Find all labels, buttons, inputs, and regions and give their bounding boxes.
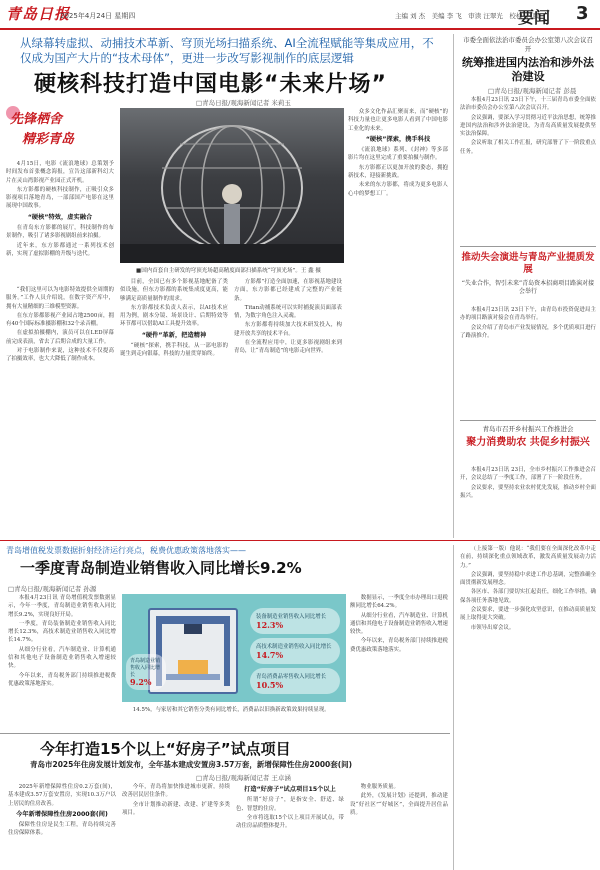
lead-byline: □青岛日报/观海新闻记者 米莉玉 — [196, 99, 291, 107]
third-column-1 — [8, 783, 116, 869]
paragraph: 今年，青岛将加快推进城市更新，持续改善居民居住条件。 — [122, 784, 230, 799]
callout-bubble — [250, 668, 340, 694]
paragraph: 今年以来，青岛税务部门持续推进税费优惠政策落地落实。 — [350, 638, 448, 653]
paragraph: “硬核”探索，携手科技。从一部电影的诞生到走向银幕，科技的力量贯穿始终。 — [120, 343, 228, 358]
section-heading: “硬件”革新，把造精神 — [141, 331, 207, 339]
right-bottom-body — [460, 545, 596, 867]
paragraph: 全市计划推动新建、改建、扩建等多类项目。 — [122, 801, 230, 816]
third-byline: □青岛日报/观海新闻记者 王卓涵 — [196, 774, 291, 782]
paragraph: 东方影都技术负责人表示，以AI技术应用为例，剧本分镜、场景设计、后期特效等环节都可以借助AI工具提升效率。 — [120, 304, 228, 328]
paragraph: 物业服务质量。 — [360, 784, 399, 790]
right-mid-title: 推动失会演进与青岛产业提质发展 — [461, 252, 595, 275]
paragraph: 对于电影制作来说，这种技术不仅提高了拍摄效率，也大大降低了制作成本。 — [6, 348, 114, 363]
paragraph: 本报4月23日讯 23日下午，十三届青岛市委全面依法治市委员会办公室第八次会议召开。 — [460, 97, 596, 112]
lead-subhead: 从绿幕转虚拟、动捕技术革新、穹顶光场扫描系统、AI全流程赋能等集成应用，不仅成为国产大片的“技术母体”，更进一步改写影视制作的底层逻辑 — [20, 36, 434, 65]
paragraph: 会议要求，要进一步强化攻坚意识，在推动高质量发展上取得更大突破。 — [460, 607, 596, 622]
paragraph: 一季度，青岛装备制造业销售收入同比增长12.3%，高技术制造业销售收入同比增长14.7%。 — [8, 620, 116, 644]
callout-bubble — [250, 608, 340, 634]
masthead — [0, 0, 600, 30]
second-subhead: 青岛增值税发票数据折射经济运行亮点，税费优惠政策落地落实—— — [6, 546, 246, 555]
second-headline: 一季度青岛制造业销售收入同比增长9.2% — [20, 559, 302, 577]
lead-column-1b — [6, 286, 114, 538]
paragraph: 4月15日，电影《流浪地球》总策划予时间发布首张概念海报，宣告这部新科幻大片在灵山湾影视产业园正式开机。 — [6, 161, 114, 184]
paragraph: （上接第一版）他说：“我们要在全面深化改革中走在前，持续深化重点领域改革，激发高质量发展动力活力。” — [460, 546, 596, 569]
callout-text: 青岛制造业销售收入同比增长 — [130, 658, 161, 678]
section-label — [518, 2, 600, 28]
section-heading: 今年新增保障性住房2000套(间) — [16, 810, 108, 818]
callout-value: 10.5% — [256, 680, 284, 690]
feature-badge — [6, 106, 88, 152]
section-heading: 打造“好房子”试点项目15个以上 — [244, 786, 336, 793]
lead-photo — [120, 108, 344, 263]
right-top-kicker: 市委全面依法治市委员会办公室第八次会议召开 — [463, 36, 593, 53]
paragraph: Titan动捕系统可以实时捕捉演员面部表情，为数字角色注入灵魂。 — [234, 304, 342, 320]
lead-column-4 — [348, 108, 448, 538]
third-column-3 — [236, 783, 344, 869]
paragraph: 会议强调，要深入学习贯彻习近平法治思想，统筹推进国内法治和涉外法治建设，为青岛高质量发展提供坚实法治保障。 — [460, 114, 596, 138]
right-low-body — [460, 466, 596, 538]
paragraph: 《流浪地球》系列、《封神》等多部影片均在这里完成了重要拍摄与制作。 — [348, 147, 448, 162]
lead-headline: 硬核科技打造中国电影“未来片场” — [34, 72, 387, 97]
right-low-kicker: 青岛市召开乡村振兴工作推进会 — [482, 425, 574, 433]
paragraph: 在东方影都影视产业园占地2500亩，拥有40个国际标准摄影棚和32个录音棚。 — [6, 312, 114, 328]
paragraph: 目前，全国已有多个影视基地配备了类似设施，但东方影都的系统集成度更高，能够满足高质量制作的需求。 — [120, 279, 228, 302]
paragraph: 会议听取了相关工作汇报，研究部署了下一阶段重点任务。 — [460, 140, 596, 155]
scanner-dome-illustration — [120, 108, 344, 263]
paragraph: 近年来，东方影都通过一系列技术创新，实现了虚拟影棚的升级与迭代。 — [6, 242, 114, 257]
column-divider — [453, 34, 454, 538]
right-low-title: 聚力消费助农 共促乡村振兴 — [466, 437, 590, 448]
callout-value: 9.2% — [130, 677, 152, 687]
paragraph: 未来的东方影都，将成为更多电影人心中的梦想工厂。 — [348, 182, 448, 197]
callout-value: 14.7% — [256, 650, 284, 660]
paragraph: 2025年新增保障性住房0.2万套(间)，基本建成3.57万套安置房，实现10.3万户以上居民的住房改善。 — [8, 784, 116, 807]
paragraph: 东方影都正以更加开放的姿态，拥抱新技术，迎接新挑战。 — [348, 164, 448, 180]
paragraph: 从细分行业看，汽车制造业、计算机通信和其他电子设备制造业销售收入增速较快。 — [350, 612, 448, 636]
paragraph: 数据显示，一季度全市办理出口退税额同比增长64.2%。 — [350, 595, 448, 610]
divider — [460, 246, 596, 247]
story-divider — [0, 733, 450, 734]
third-column-2 — [122, 783, 230, 869]
paragraph: 14.5%，与家居和其它销售分类有同比增长，消费品以旧换新政策效果持续显现。 — [132, 707, 330, 713]
column-divider — [453, 545, 454, 870]
editors-line: 主编 刘 杰 美编 李 飞 审读 汪翠光 校检 王 腾 — [395, 12, 540, 20]
divider — [460, 420, 596, 421]
second-column-3 — [350, 594, 448, 729]
paragraph: 保障性住房是民生工程，青岛持续完善住房保障体系。 — [8, 822, 116, 837]
lead-column-3 — [234, 278, 342, 538]
paragraph: 各区市、各部门要切实扛起责任，细化工作举措，确保各项任务落地见效。 — [460, 589, 596, 604]
third-subhead: 青岛市2025年住房发展计划发布，全年基本建成安置房3.57万套，新增保障性住房2000套(间) — [30, 760, 353, 769]
paragraph: “我们这里可以为电影特效提供全周期的服务。”工作人员介绍说，在数字资产库中，拥有大量精细的三维模型资源。 — [6, 287, 114, 310]
page-number: 3 — [576, 3, 589, 24]
badge-line1: 先锋栖舍 — [10, 112, 63, 127]
lead-column-2 — [120, 278, 228, 538]
paragraph: 此外，《发展计划》还提到，推动建设“好社区”“好城区”，全面提升居住品质。 — [350, 793, 448, 816]
right-mid-subtitle: “失业合作，智引未来”青岛资本招商项目路演对接会举行 — [461, 280, 595, 295]
lead-photo-caption: ■国内首套自主研发的穹顶光场超高精度面部扫描系统“穹顶光场”。王 鑫 摄 — [136, 268, 321, 274]
section-heading: “硬核”特效，虚实融合 — [27, 213, 93, 221]
paragraph: 从细分行业看，汽车制造业、计算机通信和其他电子设备制造业销售收入增速较快。 — [8, 646, 116, 670]
paragraph: 所谓“好房子”，是指安全、舒适、绿色、智慧的住房。 — [236, 797, 344, 812]
paragraph: 会议强调，要坚持稳中求进工作总基调，完整准确全面贯彻新发展理念。 — [460, 571, 596, 587]
paragraph: 市领导出席会议。 — [470, 624, 515, 631]
second-byline: □青岛日报/观海新闻记者 孙源 — [8, 585, 97, 593]
section-title: 要闻 — [518, 8, 551, 27]
paragraph: 本报4月23日讯 23日，全市乡村振兴工作推进会召开，会议总结了一季度工作，部署了下一阶段任务。 — [460, 467, 596, 482]
paragraph: 会议介绍了青岛市产业发展情况，多个优质项目进行了路演推介。 — [460, 324, 596, 339]
infographic-panel — [122, 594, 346, 702]
paragraph: 方影都”打造全面加速，在影视基地建设方面，东方影都已经建成了完整的产业链条。 — [234, 279, 342, 302]
paragraph: 会议要求，要坚持农业农村优先发展，推动乡村全面振兴。 — [460, 484, 596, 499]
paragraph: 众多文化作品汇聚而来，而“硬核”的科技力量也让更多电影人看到了中国电影工业化的未来。 — [348, 109, 448, 132]
badge-line2: 精彩青岛 — [22, 132, 75, 147]
third-headline: 今年打造15个以上“好房子”试点项目 — [40, 740, 291, 758]
newspaper-logo: 青岛日报 — [6, 5, 71, 23]
second-column-1 — [8, 594, 116, 729]
paragraph: 本报4月23日讯 23日下午，由青岛市投资促进局主办的项目路演对接会在青岛举行。 — [460, 307, 596, 322]
infographic-callouts — [250, 608, 340, 698]
paragraph: 东方影都将持续加大技术研发投入，构建开放共享的技术平台。 — [234, 322, 342, 337]
paragraph: 在青岛东方影都的展厅，科技制作的布景制作，吸引了诸多影视剧组前来拍摄。 — [6, 225, 114, 240]
story-divider — [0, 540, 600, 541]
callout-text: 高技术制造业销售收入同比增长 — [256, 644, 332, 650]
callout-bubble — [250, 638, 340, 664]
right-top-byline: □青岛日报/观海新闻记者 彭晨 — [488, 87, 577, 95]
issue-date: 2025年4月24日 星期四 — [60, 12, 136, 20]
second-column-2 — [122, 706, 346, 730]
callout-text: 装备制造业销售收入同比增长 — [256, 614, 327, 620]
paragraph: 本报4月23日讯 青岛增值税发票数据显示，今年一季度，青岛制造业销售收入同比增长9.2%，实现良好开局。 — [8, 595, 116, 618]
paragraph: 在虚拟拍摄棚内，演员可以在LED屏幕前完成表演，省去了后期合成的大量工作。 — [6, 330, 114, 345]
paragraph: 今年以来，青岛税务部门持续推进税费优惠政策落地落实。 — [8, 672, 116, 687]
paragraph: 全市将选取15个以上项目开展试点，带动住房品质整体提升。 — [236, 814, 344, 830]
paragraph: 在全流程应用中，让更多影视剧组来到青岛，让“青岛制造”的电影走向世界。 — [234, 340, 342, 355]
third-column-4 — [350, 783, 448, 869]
infographic-callout-left — [126, 654, 166, 690]
right-top-title: 统筹推进国内法治和涉外法治建设 — [462, 56, 594, 83]
section-heading: “硬核”探索，携手科技 — [365, 135, 431, 143]
right-mid-body — [460, 306, 596, 418]
right-top-body — [460, 96, 596, 236]
paragraph: 东方影都的硬核科技制作，正吸引众多影视项目落地青岛，一部部国产电影在这里展现中国故事。 — [6, 186, 114, 210]
callout-text: 青岛消费品零售收入同比增长 — [256, 674, 327, 680]
callout-value: 12.3% — [256, 620, 284, 630]
